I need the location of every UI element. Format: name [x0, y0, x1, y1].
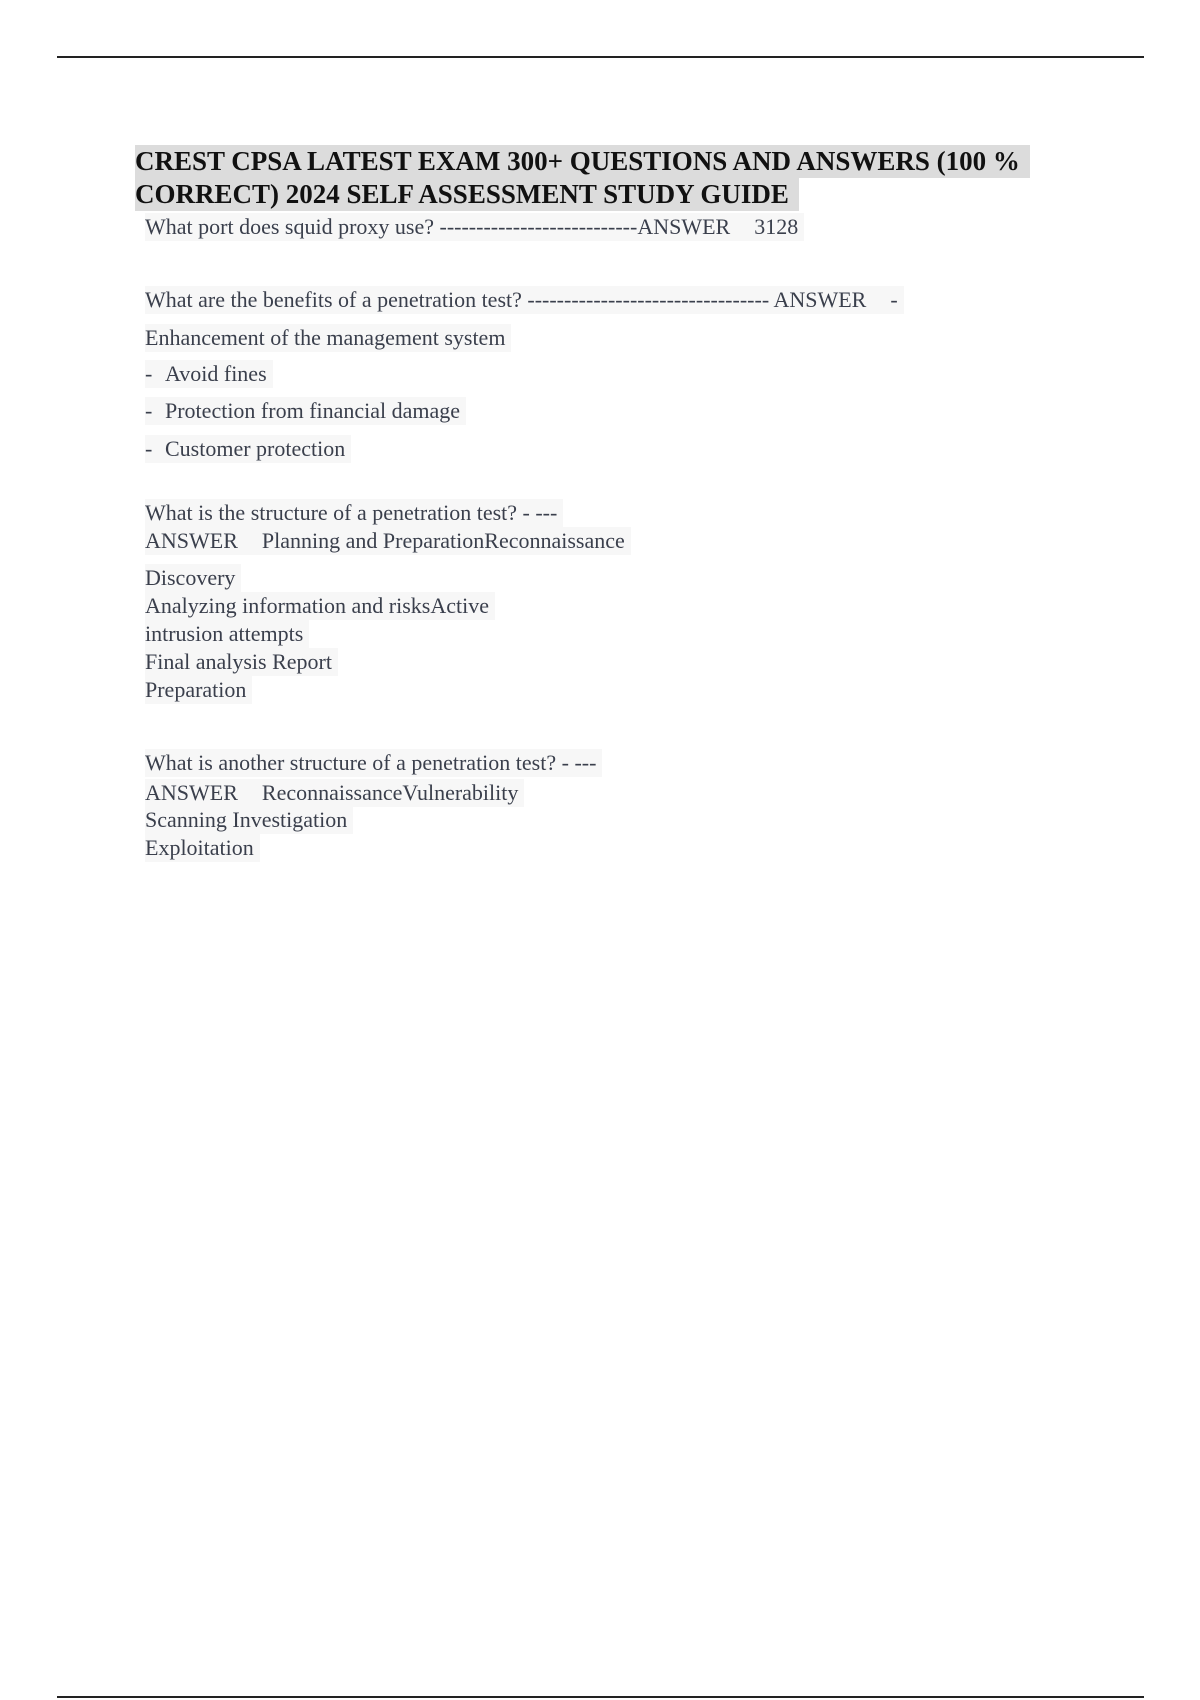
title-line-2: CORRECT) 2024 SELF ASSESSMENT STUDY GUIDE [135, 178, 799, 211]
bullet-dash: - [145, 436, 153, 461]
q3-answer-line: Final analysis Report [145, 648, 338, 676]
q2-line [145, 286, 904, 314]
q3-answer-line: Preparation [145, 676, 252, 704]
q3-answer-label: ANSWER [145, 528, 238, 553]
q2-list-item [145, 360, 273, 388]
q3-answer-line: Discovery [145, 564, 241, 592]
q4-answer-line [145, 779, 524, 807]
q1-question: What port does squid proxy use? --------------------------- [145, 214, 638, 239]
q2-item-text: Protection from financial damage [165, 398, 461, 423]
title-line-1: CREST CPSA LATEST EXAM 300+ QUESTIONS AND ANSWERS (100 % [135, 145, 1030, 178]
q2-first-item: Enhancement of the management system [145, 324, 511, 352]
q2-question: What are the benefits of a penetration test? --------------------------------- [145, 287, 770, 312]
q1-line [145, 213, 804, 241]
q3-answer-line: intrusion attempts [145, 620, 309, 648]
bottom-rule [57, 1696, 1144, 1698]
q2-item-text: Customer protection [165, 436, 346, 461]
q4-answer-label: ANSWER [145, 780, 238, 805]
q2-answer-label: ANSWER [773, 287, 867, 312]
q3-answer-line: Analyzing information and risksActive [145, 592, 495, 620]
q4-answer-line: Exploitation [145, 834, 260, 862]
q4-question: What is another structure of a penetration test? - --- [145, 749, 602, 777]
q2-answer-dash: - [890, 287, 898, 312]
q2-list-item [145, 397, 466, 425]
q1-answer-label: ANSWER [637, 214, 731, 239]
q1-answer: 3128 [754, 214, 799, 239]
q2-item-text: Avoid fines [165, 361, 267, 386]
q3-answer-text: Planning and PreparationReconnaissance [261, 528, 625, 553]
q4-answer-line: Scanning Investigation [145, 806, 353, 834]
bullet-dash: - [145, 398, 153, 423]
top-rule [57, 56, 1144, 58]
bullet-dash: - [145, 361, 153, 386]
q3-answer-line [145, 527, 631, 555]
q2-list-item [145, 435, 351, 463]
q3-question: What is the structure of a penetration test? - --- [145, 499, 563, 527]
document-title [135, 145, 1075, 211]
q4-answer-text: ReconnaissanceVulnerability [261, 780, 519, 805]
